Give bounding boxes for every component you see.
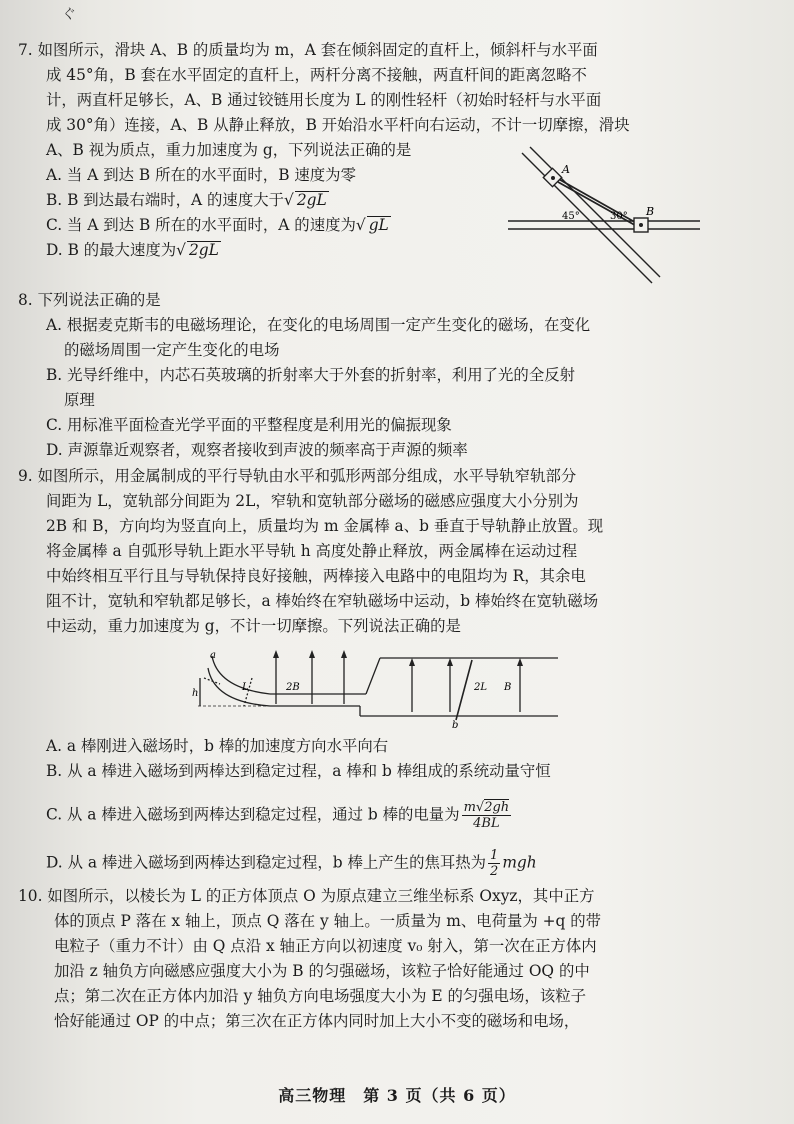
- q10-line-4: 加沿 z 轴负方向磁感应强度大小为 B 的匀强磁场，该粒子恰好能通过 OQ 的中: [54, 962, 590, 980]
- angle-30: 30°: [610, 211, 628, 222]
- label-b: B: [646, 205, 655, 218]
- page-footer: 高三物理 第 3 页（共 6 页）: [278, 1086, 516, 1105]
- q10-line-5: 点；第二次在正方体内加沿 y 轴负方向电场强度大小为 E 的匀强电场，该粒子: [54, 987, 586, 1005]
- q7-option-c-radicand: gL: [368, 216, 389, 234]
- q9-option-c: C. 从 a 棒进入磁场到两棒达到稳定过程，通过 b 棒的电量为 $\frac{m√2gh}{4BL}$: [46, 800, 510, 831]
- q7-option-a: A. 当 A 到达 B 所在的水平面时，B 速度为零: [46, 166, 356, 184]
- q8-stem: 8. 下列说法正确的是: [18, 291, 161, 309]
- q7-option-d: D. B 的最大速度为√ 2gL: [46, 241, 219, 259]
- q9-line-3: 2B 和 B，方向均为竖直向上，质量均为 m 金属棒 a、b 垂直于导轨静止放置。现: [46, 517, 604, 535]
- question-8: [18, 288, 718, 463]
- q10-line-1: 10. 如图所示，以棱长为 L 的正方体顶点 O 为原点建立三维坐标系 Oxyz，其中正方: [18, 887, 595, 905]
- question-9: [18, 464, 718, 639]
- q9-option-c-fraction: $\frac{m√2gh}{4BL}$: [463, 800, 510, 831]
- q7-option-b-radicand: 2gL: [296, 191, 327, 209]
- q8-option-c: C. 用标准平面检查光学平面的平整程度是利用光的偏振现象: [46, 416, 452, 434]
- q8-option-b-2: 原理: [64, 391, 95, 409]
- q8-option-b-1: B. 光导纤维中，内芯石英玻璃的折射率大于外套的折射率，利用了光的全反射: [46, 366, 575, 384]
- rod-b: [456, 660, 472, 720]
- label-a: A: [562, 163, 570, 176]
- q9-option-b: B. 从 a 棒进入磁场到两棒达到稳定过程，a 棒和 b 棒组成的系统动量守恒: [46, 762, 551, 780]
- arrowhead-1: [273, 650, 279, 658]
- q9-option-d-fraction: $\frac{1}{2}$: [490, 848, 499, 879]
- question-10: [18, 884, 718, 1034]
- q8-option-d: D. 声源靠近观察者，观察者接收到声波的频率高于声源的频率: [46, 441, 468, 459]
- q10-line-6: 恰好能通过 OP 的中点；第三次在正方体内同时加上大小不变的磁场和电场，: [54, 1012, 580, 1030]
- q9-option-d: D. 从 a 棒进入磁场到两棒达到稳定过程，b 棒上产生的焦耳热为 $\frac{1}{2}$ mgh: [46, 848, 537, 879]
- q9-figure: [190, 648, 570, 730]
- label-2B: 2B: [286, 682, 300, 693]
- q9-line-2: 间距为 L，宽轨部分间距为 2L，窄轨和宽轨部分磁场的磁感应强度大小分别为: [46, 492, 579, 510]
- arrowhead-2: [309, 650, 315, 658]
- incline-rod-edge-2: [530, 147, 660, 277]
- q7-figure: [500, 145, 710, 290]
- step-top: [366, 658, 380, 694]
- q8-option-a-2: 的磁场周围一定产生变化的电场: [64, 341, 280, 359]
- q7-line-1: 7. 如图所示，滑块 A、B 的质量均为 m，A 套在倾斜固定的直杆上，倾斜杆与水平面: [18, 41, 598, 59]
- q10-line-2: 体的顶点 P 落在 x 轴上，顶点 Q 落在 y 轴上。一质量为 m、电荷量为 +q 的带: [54, 912, 602, 930]
- q7-option-c: C. 当 A 到达 B 所在的水平面时，A 的速度为√ gL: [46, 216, 389, 234]
- q9-line-7: 中运动，重力加速度为 g，不计一切摩擦。下列说法正确的是: [46, 617, 461, 635]
- q7-line-3: 计，两直杆足够长，A、B 通过铰链用长度为 L 的刚性轻杆（初始时轻杆与水平面: [46, 91, 602, 109]
- q7-line-2: 成 45°角，B 套在水平固定的直杆上，两杆分离不接触，两直杆间的距离忽略不: [46, 66, 587, 84]
- q7-line-4: 成 30°角）连接，A、B 从静止释放，B 开始沿水平杆向右运动，不计一切摩擦，滑块: [46, 116, 630, 134]
- label-B: B: [504, 682, 512, 693]
- label-L: L: [242, 682, 249, 693]
- q7-line-5: A、B 视为质点，重力加速度为 g，下列说法正确的是: [46, 141, 412, 159]
- hinge-a: [551, 176, 555, 180]
- label-b: b: [452, 720, 459, 730]
- label-2L: 2L: [474, 682, 488, 693]
- q9-line-4: 将金属棒 a 自弧形导轨上距水平导轨 h 高度处静止释放，两金属棒在运动过程: [46, 542, 578, 560]
- label-h: h: [192, 688, 199, 699]
- q7-option-d-radicand: 2gL: [188, 241, 219, 259]
- incline-rod-edge-1: [522, 153, 655, 283]
- arrowhead-3: [341, 650, 347, 658]
- corner-mark: ぐ: [62, 7, 76, 23]
- q7-option-b: B. B 到达最右端时，A 的速度大于√ 2gL: [46, 191, 327, 209]
- arrowhead-4: [409, 658, 415, 666]
- hinge-b: [639, 223, 643, 227]
- arc-rail-top: [212, 656, 270, 694]
- q9-options: [18, 734, 718, 784]
- q9-line-6: 阻不计，宽轨和窄轨都足够长，a 棒始终在窄轨磁场中运动，b 棒始终在宽轨磁场: [46, 592, 599, 610]
- arrowhead-5: [447, 658, 453, 666]
- q9-line-1: 9. 如图所示，用金属制成的平行导轨由水平和弧形两部分组成，水平导轨窄轨部分: [18, 467, 577, 485]
- q10-line-3: 电粒子（重力不计）由 Q 点沿 x 轴正方向以初速度 v₀ 射入，第一次在正方体内: [54, 937, 597, 955]
- label-a: a: [210, 650, 216, 661]
- arrowhead-6: [517, 658, 523, 666]
- angle-45: 45°: [562, 211, 580, 222]
- q9-line-5: 中始终相互平行且与导轨保持良好接触，两棒接入电路中的电阻均为 R，其余电: [46, 567, 586, 585]
- q8-option-a-1: A. 根据麦克斯韦的电磁场理论，在变化的电场周围一定产生变化的磁场，在变化: [46, 316, 591, 334]
- q9-option-a: A. a 棒刚进入磁场时，b 棒的加速度方向水平向右: [46, 737, 389, 755]
